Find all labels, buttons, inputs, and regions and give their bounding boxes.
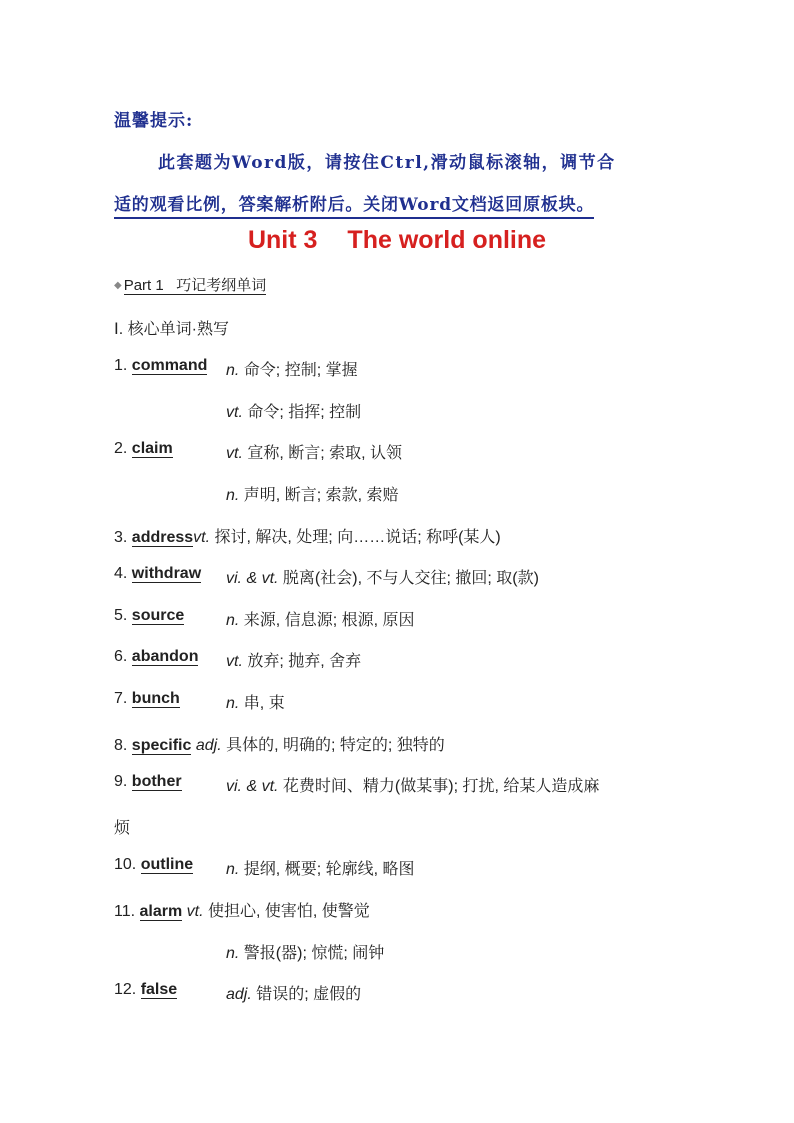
part-of-speech: n. <box>226 695 240 712</box>
unit-number: Unit 3 <box>247 226 318 254</box>
entry-definition <box>226 981 361 1004</box>
entry-number: 5. <box>114 607 128 624</box>
entry-word: claim <box>131 440 173 457</box>
entry-meaning: 声明, 断言; 索款, 索赔 <box>243 487 399 504</box>
entry-meaning: 提纲, 概要; 轮廓线, 略图 <box>243 861 415 878</box>
entry-word: specific <box>131 737 192 754</box>
part-of-speech: n. <box>226 945 240 962</box>
vocab-entry <box>114 898 370 921</box>
tip-title: 温馨提示: <box>114 111 194 131</box>
tip-line-2: 适的观看比例，答案解析附后。关闭Word文档返回原板块。 <box>114 190 594 219</box>
entry-meaning: 错误的; 虚假的 <box>256 986 362 1003</box>
entry-word: false <box>140 981 178 998</box>
entry-word: address <box>131 529 194 546</box>
entry-meaning: 具体的, 明确的; 特定的; 独特的 <box>226 737 445 754</box>
part-heading <box>114 274 266 295</box>
vocab-entry <box>114 524 501 547</box>
entry-definition <box>226 648 361 671</box>
entry-definition <box>226 399 361 422</box>
vocab-entry <box>114 856 193 874</box>
unit-name: The world online <box>347 226 547 254</box>
part-of-speech: adj. <box>195 737 222 754</box>
part-of-speech: vt. <box>186 903 204 920</box>
entry-definition <box>226 565 539 588</box>
part-of-speech: n. <box>226 362 240 379</box>
entry-definition <box>226 856 414 879</box>
entry-meaning: 串, 束 <box>243 695 285 712</box>
diamond-bullet-icon: ◆ <box>114 280 122 291</box>
entry-meaning: 探讨, 解决, 处理; 向……说话; 称呼(某人) <box>214 529 501 546</box>
part-text: 巧记考纲单词 <box>176 277 267 294</box>
entry-word: bunch <box>131 690 180 707</box>
entry-number: 10. <box>114 856 137 873</box>
entry-number: 9. <box>114 773 128 790</box>
entry-number: 1. <box>114 357 128 374</box>
entry-definition <box>226 607 414 630</box>
vocab-entry <box>114 565 201 583</box>
entry-number: 4. <box>114 565 128 582</box>
vocab-entry <box>114 690 180 708</box>
vocab-entry <box>114 440 173 458</box>
part-of-speech: n. <box>226 861 240 878</box>
entry-definition <box>226 690 285 713</box>
entry-word: outline <box>140 856 194 873</box>
entry-number: 3. <box>114 529 128 546</box>
vocab-entry <box>114 607 184 625</box>
entry-number: 11. <box>114 903 136 920</box>
tip-line-1: 此套题为Word版，请按住Ctrl,滑动鼠标滚轴，调节合 <box>158 153 616 173</box>
entry-word: alarm <box>139 903 183 920</box>
entry-word: bother <box>131 773 182 790</box>
entry-number: 7. <box>114 690 128 707</box>
entry-number: 6. <box>114 648 128 665</box>
entry-definition <box>226 357 358 380</box>
entry-definition <box>226 440 402 463</box>
part-of-speech: adj. <box>226 986 252 1003</box>
entry-meaning: 命令; 控制; 掌握 <box>243 362 358 379</box>
entry-word: source <box>131 607 185 624</box>
entry-meaning: 宣称, 断言; 索取, 认领 <box>247 445 403 462</box>
entry-meaning: 花费时间、精力(做某事); 打扰, 给某人造成麻 <box>282 778 600 795</box>
entry-meaning: 警报(器); 惊慌; 闹钟 <box>243 945 385 962</box>
part-of-speech: vt. <box>226 404 243 421</box>
part-of-speech: vt. <box>226 445 243 462</box>
entry-meaning: 脱离(社会), 不与人交往; 撤回; 取(款) <box>282 570 539 587</box>
entry-definition <box>226 940 384 963</box>
vocab-entry <box>114 648 198 666</box>
entry-word: abandon <box>131 648 199 665</box>
part-of-speech: vt. <box>193 529 211 546</box>
entry-meaning-continued: 烦 <box>114 820 131 837</box>
part-of-speech: vi. & vt. <box>226 778 279 795</box>
entry-definition <box>226 773 599 796</box>
entry-meaning: 命令; 指挥; 控制 <box>247 404 362 421</box>
unit-title <box>0 226 794 255</box>
entry-number: 12. <box>114 981 137 998</box>
vocab-entry <box>114 981 177 999</box>
vocab-entry <box>114 773 182 791</box>
vocab-entry <box>114 732 445 755</box>
part-of-speech: n. <box>226 612 240 629</box>
entry-meaning: 使担心, 使害怕, 使警觉 <box>208 903 370 920</box>
entry-word: withdraw <box>131 565 202 582</box>
part-of-speech: n. <box>226 487 240 504</box>
entry-word: command <box>131 357 208 374</box>
entry-number: 8. <box>114 737 128 754</box>
vocab-entry <box>114 357 207 375</box>
entry-definition <box>226 482 398 505</box>
entry-number: 2. <box>114 440 128 457</box>
part-label: Part 1 <box>123 277 164 294</box>
entry-meaning: 放弃; 抛弃, 舍弃 <box>247 653 362 670</box>
entry-meaning: 来源, 信息源; 根源, 原因 <box>243 612 415 629</box>
part-of-speech: vt. <box>226 653 243 670</box>
part-of-speech: vi. & vt. <box>226 570 279 587</box>
section-heading: Ⅰ. 核心单词·熟写 <box>114 321 229 338</box>
